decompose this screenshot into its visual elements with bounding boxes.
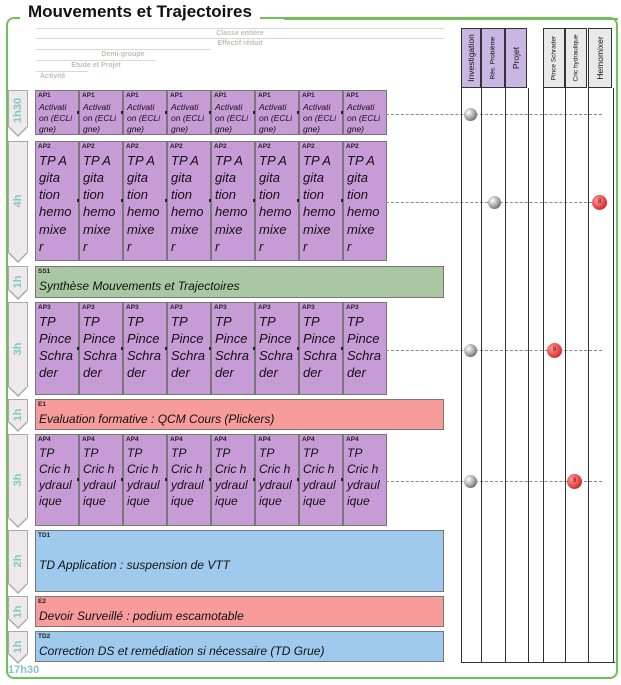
duration-label: 3h <box>12 473 24 487</box>
activity-code: AP4 <box>302 436 315 443</box>
activity-text-line: gita <box>171 170 192 186</box>
activity-text-line: tion <box>259 187 280 203</box>
matrix-bottom-rule <box>461 662 615 663</box>
activity-text-line: ydraul <box>83 477 116 492</box>
activity-text-line: TP A <box>303 153 331 168</box>
activity-code: TD2 <box>38 633 51 640</box>
activity-text-line: ydraul <box>171 477 204 492</box>
activity-code: AP2 <box>302 143 315 150</box>
activity-text-line: hemo <box>259 204 292 220</box>
activity-text-line: TP <box>215 446 231 460</box>
activity-code: E2 <box>38 598 46 605</box>
column-rule <box>588 88 589 663</box>
activity-text-line: ique <box>83 493 106 508</box>
activity-text-line: TP <box>127 446 143 460</box>
activity-text-line: Cric h <box>127 461 159 476</box>
activity-text-line: tion <box>127 187 148 203</box>
activity-code: AP4 <box>214 436 227 443</box>
activity-text-line: der <box>171 365 190 381</box>
activity-text-line: Schra <box>347 348 381 364</box>
duration-arrow-tip <box>8 253 28 263</box>
activity-text-line: r <box>347 238 352 254</box>
activity-text-line: r <box>83 238 88 254</box>
activity-text-line: mixe <box>127 221 155 237</box>
activity-box <box>167 141 211 261</box>
duration-label: 4h <box>12 194 24 208</box>
activity-box <box>167 302 211 395</box>
activity-text-line: on (ECLi <box>303 113 337 124</box>
activity-text-line: Pince <box>127 331 160 347</box>
activity-text-line: on (ECLi <box>171 113 205 124</box>
activity-text-line: der <box>127 365 146 381</box>
activity-code: TD1 <box>38 532 51 539</box>
activity-box <box>35 90 79 135</box>
activity-code: AP1 <box>38 92 51 99</box>
activity-text-line: mixe <box>83 221 111 237</box>
activity-box <box>79 302 123 395</box>
duration-arrow-tip <box>8 518 28 528</box>
activity-text-line: der <box>39 365 58 381</box>
activity-box <box>255 434 299 526</box>
activity-text-line: TP <box>39 446 55 460</box>
activity-text-line: TP <box>347 314 364 329</box>
column-header <box>505 28 527 88</box>
activity-box <box>343 302 387 395</box>
activity-text-line: r <box>303 238 308 254</box>
activity-text-line: r <box>171 238 176 254</box>
activity-box <box>255 302 299 395</box>
activity-text-line: gita <box>259 170 280 186</box>
activity-box <box>211 141 255 261</box>
duration-label: 1h <box>12 275 24 289</box>
column-header <box>565 28 587 88</box>
activity-code: AP3 <box>38 304 51 311</box>
activity-code: AP2 <box>38 143 51 150</box>
activity-text-line: on (ECLi <box>83 113 117 124</box>
activity-text-line: gne) <box>259 124 277 135</box>
activity-text-line: ique <box>127 493 150 508</box>
activity-text-line: Pince <box>171 331 204 347</box>
activity-text-line: gne) <box>303 124 321 135</box>
activity-text-line: gne) <box>39 124 57 135</box>
activity-text-line: TP <box>259 314 276 329</box>
activity-text-line: ydraul <box>39 477 72 492</box>
activity-box <box>299 90 343 135</box>
activity-text-line: hemo <box>347 204 380 220</box>
activity-text-line: Pince <box>303 331 336 347</box>
duration-label: 1h <box>12 640 24 653</box>
activity-text-line: mixe <box>215 221 243 237</box>
activity-code: AP3 <box>170 304 183 311</box>
activity-text-line: Activati <box>259 102 287 112</box>
activity-text-line: Activati <box>171 102 199 112</box>
column-rule <box>461 88 462 663</box>
activity-code: AP3 <box>126 304 139 311</box>
activity-text-line: Cric h <box>171 461 203 476</box>
activity-box <box>35 434 79 526</box>
activity-text-line: mixe <box>347 221 375 237</box>
activity-text-line: Cric h <box>259 461 291 476</box>
activity-text-line: Cric h <box>39 461 71 476</box>
activity-text-line: TP <box>215 314 232 329</box>
activity-text-line: TP <box>171 446 187 460</box>
activity-text: Evaluation formative : QCM Cours (Plickers) <box>39 411 275 426</box>
activity-text-line: Pince <box>215 331 248 347</box>
activity-text-line: TP <box>83 446 99 460</box>
activity-box <box>35 631 444 662</box>
activity-text-line: on (ECLi <box>215 113 249 124</box>
activity-text-line: hemo <box>127 204 160 220</box>
column-rule <box>565 88 566 663</box>
duration-arrow-tip <box>8 387 28 397</box>
activity-text-line: tion <box>215 187 236 203</box>
activity-code: AP1 <box>170 92 183 99</box>
activity-text-line: r <box>127 238 132 254</box>
activity-text-line: Schra <box>303 348 337 364</box>
activity-box <box>211 90 255 135</box>
activity-text-line: on (ECLi <box>259 113 293 124</box>
activity-text-line: hemo <box>39 204 72 220</box>
activity-text-line: gne) <box>83 124 101 135</box>
activity-text-line: gne) <box>171 124 189 135</box>
activity-text-line: Activati <box>347 102 375 112</box>
equipment-marker: 8 <box>547 343 562 358</box>
header-row-demi-groupe: Demi-groupe <box>36 49 210 60</box>
activity-code: AP4 <box>258 436 271 443</box>
activity-box <box>211 302 255 395</box>
activity-type-marker <box>464 108 477 121</box>
page-title: Mouvements et Trajectoires <box>20 2 260 22</box>
duration-label: 2h <box>12 554 24 568</box>
activity-code: AP1 <box>126 92 139 99</box>
activity-text-line: Pince <box>83 331 116 347</box>
activity-box <box>79 434 123 526</box>
activity-text-line: tion <box>171 187 192 203</box>
activity-text-line: TP <box>347 446 363 460</box>
activity-text-line: mixe <box>303 221 331 237</box>
activity-text-line: mixe <box>259 221 287 237</box>
activity-text-line: hemo <box>303 204 336 220</box>
activity-text-line: TP A <box>259 153 287 168</box>
header-row-effectif: Effectif réduit <box>36 38 444 49</box>
total-duration: 17h30 <box>8 664 40 676</box>
activity-text-line: TP A <box>127 153 155 168</box>
activity-text-line: ique <box>171 493 194 508</box>
activity-code: AP4 <box>170 436 183 443</box>
activity-text-line: tion <box>347 187 368 203</box>
column-rule <box>505 88 506 663</box>
activity-box <box>123 141 167 261</box>
activity-code: E1 <box>38 401 46 408</box>
duration-label: 1h <box>12 605 24 618</box>
activity-text-line: tion <box>39 187 60 203</box>
activity-type-marker <box>464 344 477 357</box>
column-label: Rés. Problème <box>489 36 497 80</box>
activity-text: Devoir Surveillé : podium escamotable <box>39 608 244 623</box>
column-label: Pince Schrader <box>550 35 558 81</box>
activity-text-line: r <box>39 238 44 254</box>
activity-text-line: TP <box>171 314 188 329</box>
activity-box <box>343 434 387 526</box>
column-label: Projet <box>511 46 521 70</box>
column-rule <box>528 88 529 663</box>
activity-box <box>79 90 123 135</box>
activity-text-line: gita <box>303 170 324 186</box>
activity-text-line: Schra <box>215 348 249 364</box>
activity-text-line: gita <box>39 170 60 186</box>
activity-text-line: der <box>259 365 278 381</box>
activity-text-line: Schra <box>83 348 117 364</box>
header-row-activite: Activité <box>36 71 88 82</box>
activity-text-line: ydraul <box>127 477 160 492</box>
activity-text-line: TP <box>303 314 320 329</box>
activity-type-marker <box>488 196 501 209</box>
activity-text-line: Activati <box>303 102 331 112</box>
activity-box <box>343 90 387 135</box>
activity-text-line: TP A <box>347 153 375 168</box>
activity-code: AP2 <box>126 143 139 150</box>
activity-text-line: Cric h <box>347 461 379 476</box>
header-row-etude: Etude et Projet <box>36 60 156 71</box>
activity-text: Correction DS et remédiation si nécessaire (TD Grue) <box>39 643 325 658</box>
activity-text-line: der <box>83 365 102 381</box>
activity-text-line: TP <box>127 314 144 329</box>
activity-text-line: gita <box>215 170 236 186</box>
activity-text-line: ique <box>303 493 326 508</box>
column-label: Investigation <box>466 34 476 82</box>
activity-text-line: ique <box>215 493 238 508</box>
activity-link-line <box>386 114 602 115</box>
activity-box <box>299 141 343 261</box>
activity-text-line: hemo <box>171 204 204 220</box>
activity-code: AP2 <box>214 143 227 150</box>
activity-text-line: TP A <box>83 153 111 168</box>
activity-box <box>167 90 211 135</box>
activity-text-line: Activati <box>39 102 67 112</box>
activity-code: AP2 <box>346 143 359 150</box>
activity-box <box>79 141 123 261</box>
activity-text-line: mixe <box>39 221 67 237</box>
duration-arrow-tip <box>8 584 28 594</box>
activity-text-line: tion <box>303 187 324 203</box>
activity-box <box>299 434 343 526</box>
activity-text-line: ydraul <box>215 477 248 492</box>
activity-box <box>35 399 444 430</box>
activity-text-line: gita <box>347 170 368 186</box>
header-row-classe: Classe entière <box>36 28 444 39</box>
activity-text-line: ydraul <box>347 477 380 492</box>
activity-box <box>211 434 255 526</box>
activity-text-line: tion <box>83 187 104 203</box>
column-rule <box>613 88 614 663</box>
column-label: Hemomixer <box>595 36 605 80</box>
activity-text: TD Application : suspension de VTT <box>39 558 230 573</box>
activity-box <box>35 302 79 395</box>
activity-text-line: Activati <box>83 102 111 112</box>
activity-code: AP2 <box>170 143 183 150</box>
activity-type-marker <box>464 475 477 488</box>
activity-code: AP4 <box>126 436 139 443</box>
activity-box <box>255 141 299 261</box>
activity-code: AP4 <box>346 436 359 443</box>
activity-text: Synthèse Mouvements et Trajectoires <box>39 279 240 294</box>
equipment-marker: 8 <box>592 195 607 210</box>
activity-text-line: Schra <box>127 348 161 364</box>
activity-text-line: ique <box>39 493 62 508</box>
activity-text-line: der <box>215 365 234 381</box>
activity-text-line: TP A <box>39 153 67 168</box>
activity-text-line: mixe <box>171 221 199 237</box>
activity-text-line: Pince <box>259 331 292 347</box>
activity-box <box>35 266 444 298</box>
activity-text-line: gita <box>83 170 104 186</box>
activity-code: AP4 <box>82 436 95 443</box>
activity-code: AP1 <box>302 92 315 99</box>
activity-code: AP2 <box>258 143 271 150</box>
activity-text-line: gne) <box>127 124 145 135</box>
activity-text-line: Activati <box>127 102 155 112</box>
activity-text-line: on (ECLi <box>127 113 161 124</box>
activity-code: AP1 <box>214 92 227 99</box>
activity-code: AP3 <box>302 304 315 311</box>
activity-code: AP3 <box>214 304 227 311</box>
duration-label: 3h <box>12 342 24 355</box>
activity-text-line: hemo <box>83 204 116 220</box>
activity-text-line: TP A <box>171 153 199 168</box>
activity-box <box>35 530 444 592</box>
activity-code: SS1 <box>38 268 51 275</box>
activity-text-line: Schra <box>259 348 293 364</box>
activity-box <box>255 90 299 135</box>
activity-text-line: gne) <box>215 124 233 135</box>
activity-code: AP2 <box>82 143 95 150</box>
activity-text-line: on (ECLi <box>347 113 381 124</box>
activity-text-line: TP <box>83 314 100 329</box>
activity-text-line: TP <box>259 446 275 460</box>
activity-box <box>299 302 343 395</box>
activity-text-line: TP A <box>215 153 243 168</box>
column-rule <box>543 88 544 663</box>
activity-text-line: gita <box>127 170 148 186</box>
activity-text-line: ydraul <box>303 477 336 492</box>
activity-text-line: on (ECLi <box>39 113 73 124</box>
activity-text-line: r <box>259 238 264 254</box>
activity-box <box>343 141 387 261</box>
equipment-marker: 8 <box>567 474 582 489</box>
activity-code: AP1 <box>258 92 271 99</box>
activity-text-line: Cric h <box>215 461 247 476</box>
activity-text-line: hemo <box>215 204 248 220</box>
activity-code: AP3 <box>258 304 271 311</box>
activity-text-line: der <box>303 365 322 381</box>
duration-label: 1h <box>12 408 24 421</box>
activity-text-line: der <box>347 365 366 381</box>
activity-link-line <box>386 350 602 351</box>
column-header <box>543 28 565 88</box>
activity-code: AP3 <box>346 304 359 311</box>
activity-box <box>35 141 79 261</box>
activity-box <box>35 596 444 627</box>
activity-text-line: Schra <box>39 348 73 364</box>
activity-text-line: r <box>215 238 220 254</box>
activity-text-line: ique <box>347 493 370 508</box>
column-rule <box>481 88 482 663</box>
column-header <box>588 28 612 88</box>
activity-text-line: Pince <box>347 331 380 347</box>
duration-label: 1h30 <box>12 97 24 123</box>
duration-arrow-tip <box>8 127 28 137</box>
column-header <box>481 28 505 88</box>
activity-text-line: gne) <box>347 124 365 135</box>
activity-box <box>167 434 211 526</box>
column-header <box>461 28 481 88</box>
activity-text-line: TP <box>303 446 319 460</box>
activity-code: AP3 <box>82 304 95 311</box>
activity-box <box>123 90 167 135</box>
title-rule <box>284 18 618 20</box>
activity-text-line: ydraul <box>259 477 292 492</box>
activity-text-line: Pince <box>39 331 72 347</box>
activity-box <box>123 434 167 526</box>
activity-code: AP1 <box>82 92 95 99</box>
column-label: Cric hydraulique <box>572 34 580 82</box>
activity-code: AP1 <box>346 92 359 99</box>
activity-text-line: Activati <box>215 102 243 112</box>
activity-text-line: Cric h <box>83 461 115 476</box>
activity-text-line: Cric h <box>303 461 335 476</box>
activity-code: AP4 <box>38 436 51 443</box>
activity-text-line: ique <box>259 493 282 508</box>
activity-text-line: TP <box>39 314 56 329</box>
activity-text-line: Schra <box>171 348 205 364</box>
activity-box <box>123 302 167 395</box>
